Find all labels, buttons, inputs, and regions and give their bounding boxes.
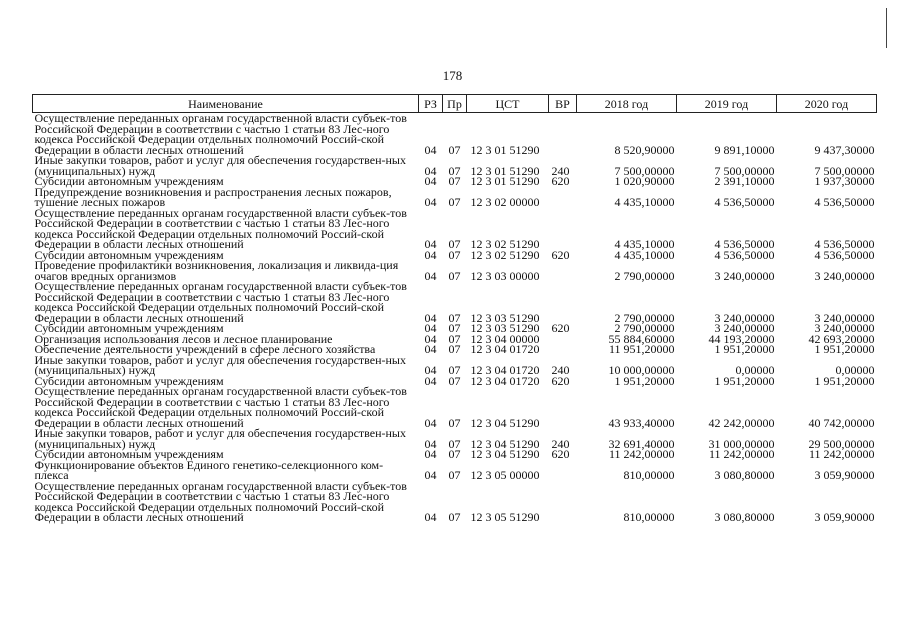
table-row bbox=[33, 187, 877, 208]
header-2020: 2020 год bbox=[777, 95, 877, 113]
row-value-2020: 42 693,20000 bbox=[808, 331, 875, 346]
row-name: Осуществление переданных органам государственной власти субъек-тов Российской Федерации в соответствии с частью 1 статьи 83 Лес-ного кодекса Российской Федерации отдельных полномочий Россий-ской Федерации в области лесных отношений bbox=[34, 384, 407, 430]
row-rz: 04 bbox=[424, 268, 437, 283]
table-row bbox=[33, 481, 877, 523]
row-name: Осуществление переданных органам государственной власти субъек-тов Российской Федерации в соответствии с частью 1 статьи 83 Лес-ного кодекса Российской Федерации отдельных полномочий Россий-ской Федерации в области лесных отношений bbox=[34, 279, 407, 325]
row-value-2020: 1 951,20000 bbox=[814, 373, 875, 388]
row-rz: 04 bbox=[424, 447, 437, 461]
row-pr: 07 bbox=[448, 331, 461, 346]
row-value-2020: 3 240,00000 bbox=[814, 310, 875, 325]
row-vr bbox=[549, 344, 577, 355]
row-pr: 07 bbox=[448, 373, 461, 388]
row-value-2019: 2 391,10000 bbox=[714, 174, 775, 188]
row-value-2019: 3 240,00000 bbox=[714, 268, 775, 283]
row-vr: 240 bbox=[551, 436, 570, 451]
row-value-2019: 31 000,00000 bbox=[708, 436, 775, 451]
row-cst: 12 3 05 00000 bbox=[470, 468, 540, 482]
row-value-2018: 810,00000 bbox=[623, 468, 675, 482]
row-value-2018: 2 790,00000 bbox=[614, 321, 675, 335]
row-rz: 04 bbox=[424, 510, 437, 524]
row-vr bbox=[549, 460, 577, 481]
row-pr: 07 bbox=[448, 174, 461, 188]
row-cst: 12 3 04 01720 bbox=[470, 363, 540, 377]
row-name: Обеспечение деятельности учреждений в сфере лесного хозяйства bbox=[34, 342, 376, 356]
row-name: Субсидии автономным учреждениям bbox=[34, 373, 224, 388]
row-pr: 07 bbox=[448, 415, 461, 430]
row-value-2018: 2 790,00000 bbox=[614, 268, 675, 283]
row-name: Функционирование объектов Единого генетико-селекционного ком-плекса bbox=[34, 457, 384, 482]
row-rz: 04 bbox=[424, 247, 437, 262]
row-cst: 12 3 05 51290 bbox=[470, 510, 540, 524]
row-vr bbox=[549, 334, 577, 345]
table-body bbox=[33, 113, 877, 523]
row-value-2020: 3 059,90000 bbox=[814, 468, 875, 482]
row-value-2018: 10 000,00000 bbox=[608, 363, 675, 377]
row-pr: 07 bbox=[448, 163, 461, 178]
budget-table bbox=[32, 94, 877, 523]
row-value-2020: 3 240,00000 bbox=[814, 321, 875, 335]
row-name: Иные закупки товаров, работ и услуг для обеспечения государствен-ных (муниципальных) нужд bbox=[34, 426, 406, 451]
row-vr: 620 bbox=[551, 174, 570, 188]
row-pr: 07 bbox=[448, 268, 461, 283]
row-rz: 04 bbox=[424, 237, 437, 251]
row-value-2018: 32 691,40000 bbox=[608, 436, 675, 451]
row-value-2018: 7 500,00000 bbox=[614, 163, 675, 178]
row-value-2018: 4 435,10000 bbox=[614, 195, 675, 209]
row-vr: 240 bbox=[551, 163, 570, 178]
table-row bbox=[33, 208, 877, 250]
row-cst: 12 3 03 51290 bbox=[470, 321, 540, 335]
row-pr: 07 bbox=[448, 142, 461, 157]
table-row bbox=[33, 355, 877, 376]
row-value-2019: 44 193,20000 bbox=[708, 331, 775, 346]
row-rz: 04 bbox=[424, 468, 437, 482]
row-rz: 04 bbox=[424, 373, 437, 388]
row-value-2018: 8 520,90000 bbox=[614, 142, 675, 157]
row-value-2020: 9 437,30000 bbox=[814, 142, 875, 157]
row-pr: 07 bbox=[448, 321, 461, 335]
row-vr: 620 bbox=[551, 373, 570, 388]
row-value-2018: 1 020,90000 bbox=[614, 174, 675, 188]
row-value-2019: 3 240,00000 bbox=[714, 321, 775, 335]
row-cst: 12 3 02 51290 bbox=[470, 237, 540, 251]
row-pr: 07 bbox=[448, 195, 461, 209]
header-2018: 2018 год bbox=[577, 95, 677, 113]
header-2019: 2019 год bbox=[677, 95, 777, 113]
header-row bbox=[33, 95, 877, 113]
row-value-2020: 0,00000 bbox=[835, 363, 875, 377]
row-pr: 07 bbox=[448, 363, 461, 377]
row-rz: 04 bbox=[424, 310, 437, 325]
row-vr: 620 bbox=[551, 247, 570, 262]
row-value-2020: 1 937,30000 bbox=[814, 174, 875, 188]
row-cst: 12 3 02 00000 bbox=[470, 195, 540, 209]
row-value-2020: 4 536,50000 bbox=[814, 237, 875, 251]
row-value-2019: 1 951,20000 bbox=[714, 342, 775, 356]
row-value-2019: 9 891,10000 bbox=[714, 142, 775, 157]
row-name: Иные закупки товаров, работ и услуг для обеспечения государствен-ных (муниципальных) нужд bbox=[34, 352, 406, 377]
row-vr bbox=[549, 281, 577, 323]
row-vr bbox=[549, 260, 577, 281]
row-name: Предупреждение возникновения и распространения лесных пожаров, тушение лесных пожаров bbox=[34, 184, 392, 209]
row-value-2020: 29 500,00000 bbox=[808, 436, 875, 451]
row-name: Субсидии автономным учреждениям bbox=[34, 321, 224, 335]
row-name: Осуществление переданных органам государственной власти субъек-тов Российской Федерации в соответствии с частью 1 статьи 83 Лес-ного кодекса Российской Федерации отдельных полномочий Россий-ской Федерации в области лесных отношений bbox=[34, 111, 407, 157]
row-vr: 240 bbox=[551, 363, 570, 377]
row-rz: 04 bbox=[424, 163, 437, 178]
row-name: Организация использования лесов и лесное планирование bbox=[34, 331, 333, 346]
row-cst: 12 3 04 51290 bbox=[470, 415, 540, 430]
row-value-2019: 3 080,80000 bbox=[714, 510, 775, 524]
row-rz: 04 bbox=[424, 195, 437, 209]
page-edge-rule bbox=[886, 8, 887, 48]
row-value-2018: 810,00000 bbox=[623, 510, 675, 524]
row-value-2018: 11 951,20000 bbox=[608, 342, 675, 356]
row-value-2018: 11 242,00000 bbox=[608, 447, 675, 461]
row-value-2020: 40 742,00000 bbox=[808, 415, 875, 430]
row-name: Осуществление переданных органам государственной власти субъек-тов Российской Федерации в соответствии с частью 1 статьи 83 Лес-ного кодекса Российской Федерации отдельных полномочий Россий-ской Федерации в области лесных отношений bbox=[34, 478, 407, 524]
row-value-2018: 4 435,10000 bbox=[614, 247, 675, 262]
row-rz: 04 bbox=[424, 321, 437, 335]
row-value-2020: 4 536,50000 bbox=[814, 247, 875, 262]
header-pr: Пр bbox=[443, 95, 467, 113]
row-value-2018: 2 790,00000 bbox=[614, 310, 675, 325]
row-rz: 04 bbox=[424, 331, 437, 346]
row-rz: 04 bbox=[424, 174, 437, 188]
header-cst: ЦСТ bbox=[467, 95, 549, 113]
row-pr: 07 bbox=[448, 310, 461, 325]
table-row bbox=[33, 460, 877, 481]
row-value-2019: 3 240,00000 bbox=[714, 310, 775, 325]
row-pr: 07 bbox=[448, 447, 461, 461]
row-vr bbox=[549, 386, 577, 428]
row-pr: 07 bbox=[448, 436, 461, 451]
row-value-2018: 4 435,10000 bbox=[614, 237, 675, 251]
row-rz: 04 bbox=[424, 436, 437, 451]
row-cst: 12 3 03 51290 bbox=[470, 310, 540, 325]
row-value-2020: 3 059,90000 bbox=[814, 510, 875, 524]
table-row bbox=[33, 386, 877, 428]
table-row bbox=[33, 428, 877, 449]
row-vr bbox=[549, 481, 577, 523]
row-cst: 12 3 04 51290 bbox=[470, 436, 540, 451]
row-value-2019: 42 242,00000 bbox=[708, 415, 775, 430]
row-rz: 04 bbox=[424, 142, 437, 157]
row-value-2020: 11 242,00000 bbox=[808, 447, 875, 461]
row-vr: 620 bbox=[551, 321, 570, 335]
row-rz: 04 bbox=[424, 342, 437, 356]
row-name: Субсидии автономным учреждениям bbox=[34, 247, 224, 262]
header-rz: РЗ bbox=[419, 95, 443, 113]
table-row bbox=[33, 155, 877, 176]
row-value-2019: 11 242,00000 bbox=[708, 447, 775, 461]
row-value-2019: 0,00000 bbox=[735, 363, 775, 377]
row-name: Иные закупки товаров, работ и услуг для обеспечения государствен-ных (муниципальных) нужд bbox=[34, 153, 406, 178]
row-pr: 07 bbox=[448, 468, 461, 482]
page-number: 178 bbox=[442, 68, 463, 83]
row-cst: 12 3 01 51290 bbox=[470, 142, 540, 157]
row-cst: 12 3 02 51290 bbox=[470, 247, 540, 262]
row-name: Субсидии автономным учреждениям bbox=[34, 447, 224, 461]
row-cst: 12 3 04 01720 bbox=[470, 342, 540, 356]
row-value-2019: 3 080,80000 bbox=[714, 468, 775, 482]
row-value-2019: 4 536,50000 bbox=[714, 237, 775, 251]
row-vr: 620 bbox=[551, 447, 570, 461]
row-cst: 12 3 01 51290 bbox=[470, 174, 540, 188]
row-value-2020: 4 536,50000 bbox=[814, 195, 875, 209]
row-value-2020: 1 951,20000 bbox=[814, 342, 875, 356]
row-pr: 07 bbox=[448, 510, 461, 524]
row-cst: 12 3 04 01720 bbox=[470, 373, 540, 388]
row-name: Осуществление переданных органам государственной власти субъек-тов Российской Федерации в соответствии с частью 1 статьи 83 Лес-ного кодекса Российской Федерации отдельных полномочий Россий-ской Федерации в области лесных отношений bbox=[34, 205, 407, 251]
header-vr: ВР bbox=[549, 95, 577, 113]
row-value-2018: 55 884,60000 bbox=[608, 331, 675, 346]
row-name: Проведение профилактики возникновения, локализация и ликвида-ция очагов вредных организмов bbox=[34, 258, 399, 283]
header-name: Наименование bbox=[33, 95, 419, 113]
table-row bbox=[33, 113, 877, 156]
row-cst: 12 3 03 00000 bbox=[470, 268, 540, 283]
row-cst: 12 3 01 51290 bbox=[470, 163, 540, 178]
table-row bbox=[33, 260, 877, 281]
row-vr bbox=[549, 113, 577, 156]
row-rz: 04 bbox=[424, 363, 437, 377]
row-value-2018: 1 951,20000 bbox=[614, 373, 675, 388]
row-value-2020: 3 240,00000 bbox=[814, 268, 875, 283]
row-value-2019: 7 500,00000 bbox=[714, 163, 775, 178]
row-rz: 04 bbox=[424, 415, 437, 430]
table-row bbox=[33, 281, 877, 323]
row-name: Субсидии автономным учреждениям bbox=[34, 174, 224, 188]
row-vr bbox=[549, 187, 577, 208]
row-pr: 07 bbox=[448, 237, 461, 251]
row-value-2020: 7 500,00000 bbox=[814, 163, 875, 178]
row-value-2019: 4 536,50000 bbox=[714, 247, 775, 262]
row-value-2019: 4 536,50000 bbox=[714, 195, 775, 209]
row-cst: 12 3 04 51290 bbox=[470, 447, 540, 461]
row-value-2018: 43 933,40000 bbox=[608, 415, 675, 430]
row-pr: 07 bbox=[448, 247, 461, 262]
row-value-2019: 1 951,20000 bbox=[714, 373, 775, 388]
row-cst: 12 3 04 00000 bbox=[470, 331, 540, 346]
row-pr: 07 bbox=[448, 342, 461, 356]
row-vr bbox=[549, 208, 577, 250]
